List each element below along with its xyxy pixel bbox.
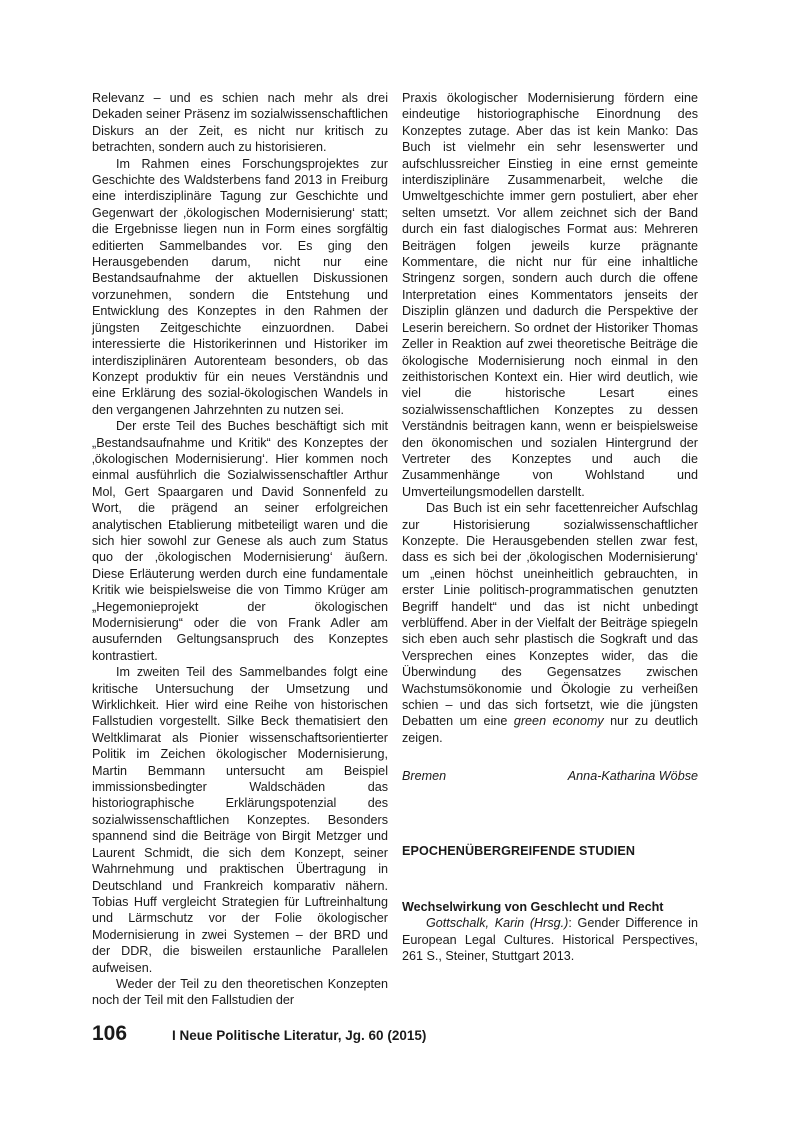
page-number: 106 xyxy=(92,1022,128,1045)
signature-place: Bremen xyxy=(402,769,447,784)
left-column xyxy=(92,90,388,1009)
italic-term: green economy xyxy=(513,714,604,729)
right-column xyxy=(402,90,698,965)
paragraph: Praxis ökologischer Modernisierung fördern eine eindeutige historiographische Einordnung des Konzeptes zutage. Aber das ist kein Manko: Das Buch ist vielmehr ein sehr lesenswerter und aufschlussreicher Einstieg in eine ernst gemeinte interdisziplinäre Zusammenarbeit, welche die Umweltgeschichte immer gern postuliert, aber eher selten umsetzt. Vor allem zeichnet sich der Band durch ein fast dialogisches Format aus: Mehreren Beiträgen folgen jeweils kurze prägnante Kommentare, die nicht nur für eine inhaltliche Stringenz sorgen, sondern auch durch die offene Interpretation eines Kommentators jenseits der Disziplin glänzen und dadurch die Perspektive der Leserin bereichern. So ordnet der Historiker Thomas Zeller in Reaktion auf zwei theoretische Beiträge die ökologische Modernisierung noch einmal in den zeithistorischen Kontext ein. Hier wird deutlich, wie viel die historische Lesart eines sozialwissenschaftlichen Konzeptes zu dessen Verständnis beitragen kann, wenn er beispielsweise den ökonomischen und sozialen Hintergrund der Vertreter des Konzeptes und auch die Zusammenhänge von Wohlstand und Umverteilungsmodellen darstellt. xyxy=(402,91,698,499)
bib-author: Gottschalk, Karin (Hrsg.) xyxy=(426,916,569,931)
paragraph-tail: nur zu deutlich zeigen. xyxy=(402,714,698,745)
signature-author: Anna-Katharina Wöbse xyxy=(567,769,698,784)
bibliographic-entry xyxy=(402,915,698,964)
paragraph: Im zweiten Teil des Sammelbandes folgt eine kritische Untersuchung der Umsetzung und Wirklichkeit. Hier wird eine Reihe von historischen Fallstudien vorgestellt. Silke Beck thematisiert den Weltklimarat als Pionier wissenschaftsorientierter Politik im Zeichen ökologischer Modernisierung, Martin Bemmann untersucht am Beispiel immissionsbedingter Waldschäden das historiographische Erklärungspotenzial des sozialwissenschaftlichen Konzeptes. Besonders spannend sind die Beiträge von Birgit Metzger und Laurent Schmidt, die sich dem Konzept, seiner Wahrnehmung und praktischen Übertragung in Deutschland und Frankreich komparativ nähern. Tobias Huff vergleicht Strategien für Luftreinhaltung und Lärmschutz vor der Folie ökologischer Modernisierung in zwei Systemen – der BRD und der DDR, die bisweilen erstaunliche Parallelen aufweisen. xyxy=(92,665,388,975)
journal-citation: I Neue Politische Literatur, Jg. 60 (2015) xyxy=(172,1028,427,1043)
bib-details: : Gender Difference in European Legal Cultures. Historical Perspectives, 261 S., Steiner, Stuttgart 2013. xyxy=(402,916,698,964)
paragraph-text: Das Buch ist ein sehr facettenreicher Aufschlag zur Historisierung sozialwissenschaftlicher Konzepte. Die Herausgebenden stellen zwar fest, dass es sich bei der ‚ökologischen Modernisierung‘ um „einen höchst uneinheitlich gebrauchten, in erster Linie politisch-programmatischen genutzten Begriff handelt“ und das ist nicht unbedingt verblüffend. Aber in der Vielfalt der Beiträge spiegeln sich eben auch sehr plastisch die Sogkraft und das Versprechen eines Konzeptes wider, das die Überwindung des Gegensatzes zwischen Wachstumsökonomie und Ökologie zu verheißen schien – und das sich fortsetzt, wie die jüngsten Debatten um eine xyxy=(402,501,698,729)
paragraph: Der erste Teil des Buches beschäftigt sich mit „Bestandsaufnahme und Kritik“ des Konzeptes der ‚ökologischen Modernisierung‘. Hier kommen noch einmal ausführlich die Sozialwissenschaftler Arthur Mol, Gert Spaargaren und David Sonnenfeld zu Wort, die prägend an seiner erfolgreichen analytischen Etablierung mitbeteiligt waren und die sich hier sowohl zur Genese als auch zum Status quo der ‚ökologischen Modernisierung‘ äußern. Diese Erläuterung werden durch eine fundamentale Kritik wie beispielsweise die von Timmo Krüger am „Hegemonieprojekt der ökologischen Modernisierung“ oder die von Frank Adler am ausufernden Geltungsanspruch des Konzeptes kontrastiert. xyxy=(92,419,388,663)
paragraph: Im Rahmen eines Forschungsprojektes zur Geschichte des Waldsterbens fand 2013 in Freiburg eine interdisziplinäre Tagung zur Geschichte und Gegenwart der ‚ökologischen Modernisierung‘ statt; die Ergebnisse liegen nun in Form eines sorgfältig editierten Sammelbandes vor. Es ging den Herausgebenden darum, nicht nur eine Bestandsaufnahme der aktuellen Diskussionen vorzunehmen, sondern die Entstehung und Entwicklung des Konzeptes in den Rahmen der jüngsten Zeitgeschichte einzuordnen. Dabei interessierte die Historikerinnen und Historiker im interdisziplinären Autorenteam besonders, ob das Konzept produktiv für ein neues Verständnis und eine Erklärung des sozial-ökologischen Wandels in den vergangenen Jahrzehnten zu nutzen sei. xyxy=(92,156,388,417)
review-signature xyxy=(402,768,698,784)
paragraph xyxy=(402,500,698,746)
paragraph: Relevanz – und es schien nach mehr als drei Dekaden seiner Präsenz im sozialwissenschaftlichen Diskurs an der Zeit, es nicht nur kritisch zu betrachten, sondern auch zu historisieren. xyxy=(92,91,388,155)
section-heading: EPOCHENÜBERGREIFENDE STUDIEN xyxy=(402,843,636,858)
subsection-heading: Wechselwirkung von Geschlecht und Recht xyxy=(402,900,664,915)
paragraph: Weder der Teil zu den theoretischen Konzepten noch der Teil mit den Fallstudien der xyxy=(92,976,388,1008)
page-footer xyxy=(92,1022,426,1046)
